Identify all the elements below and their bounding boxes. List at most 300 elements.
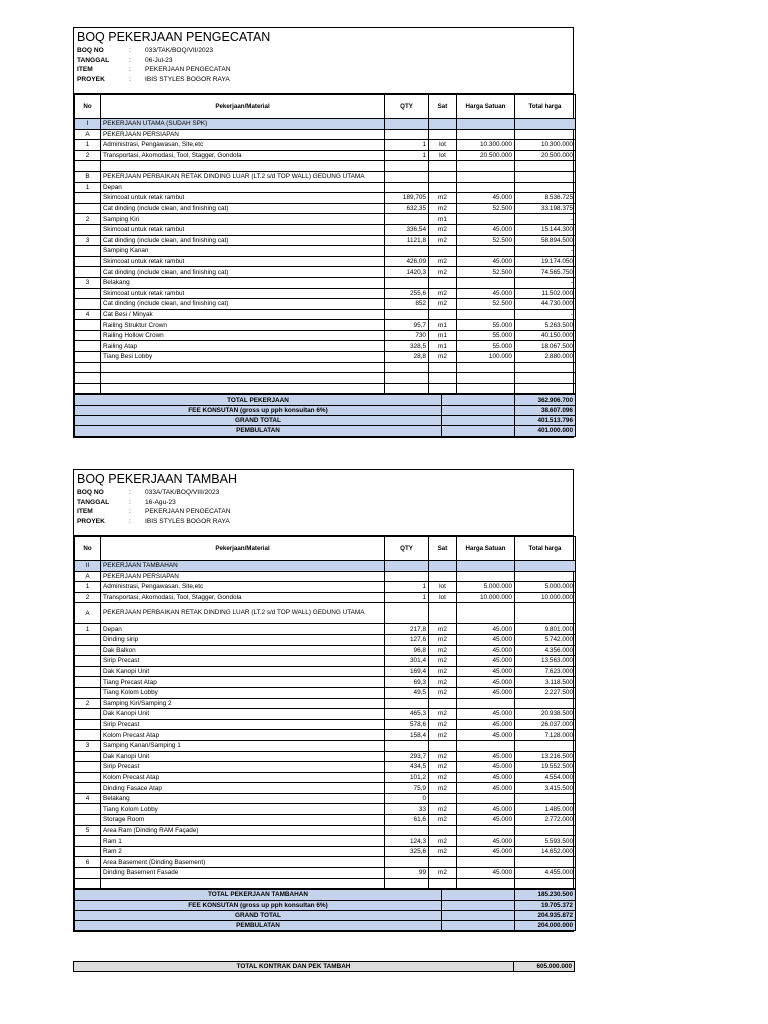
col-sat: Sat [429,95,457,119]
table-row [75,709,576,720]
cell-harga-satuan [457,182,515,193]
cell-description: Cat Besi / Minyak [101,309,385,320]
cell-harga-satuan: 45.000 [457,634,515,645]
summary-value: 401.513.796 [515,416,576,426]
cell-no [75,687,101,698]
cell-description: Kolom Precast Atap [101,772,385,783]
boq-tambah-sheet [73,469,574,932]
cell-no [75,815,101,826]
cell-description: PEKERJAAN PERBAIKAN RETAK DINDING LUAR (LT.2 s/d TOP WALL) GEDUNG UTAMA [101,603,385,624]
cell-total-harga: 26.037.000 [515,719,576,730]
grand-total-value: 605.000.000 [514,962,575,972]
table-row [75,656,576,667]
cell-harga-satuan: 10.000.000 [457,592,515,603]
cell-sat: m1 [429,214,457,225]
cell-no [75,868,101,879]
meta-row-boq-no [77,488,570,498]
col-total-harga: Total harga [515,537,576,561]
table-row [75,571,576,582]
table-row [75,698,576,709]
cell-qty: 0 [385,793,429,804]
table-row [75,751,576,762]
cell-sat: m2 [429,751,457,762]
cell-no [75,373,101,384]
cell-sat [429,119,457,130]
boq-header [74,28,573,94]
cell-no: II [75,561,101,572]
cell-sat: m2 [429,868,457,879]
cell-sat: lot [429,140,457,151]
cell-total-harga [515,171,576,182]
cell-description: Depan [101,182,385,193]
cell-qty [385,129,429,140]
cell-total-harga: 8.536.725 [515,193,576,204]
cell-no [75,846,101,857]
meta-colon: : [129,56,131,64]
cell-no [75,288,101,299]
cell-no: 3 [75,235,101,246]
table-row [75,330,576,341]
table-row [75,373,576,384]
cell-no [75,246,101,257]
col-no: No [75,537,101,561]
cell-description: PEKERJAAN PERSIAPAN [101,129,385,140]
cell-sat [429,182,457,193]
cell-total-harga: 13.216.500 [515,751,576,762]
boq-items-table [74,94,576,394]
cell-harga-satuan: 45.000 [457,730,515,741]
cell-qty [385,603,429,624]
cell-no: 2 [75,592,101,603]
cell-no [75,709,101,720]
cell-description: Ram 2 [101,846,385,857]
col-pekerjaan: Pekerjaan/Material [101,537,385,561]
cell-qty: 33 [385,804,429,815]
cell-harga-satuan [457,603,515,624]
cell-sat [429,171,457,182]
summary-label: GRAND TOTAL [75,910,442,920]
cell-sat [429,309,457,320]
cell-qty: 293,7 [385,751,429,762]
meta-label: PROYEK [77,75,105,83]
cell-description: Dak Kanopi Unit [101,709,385,720]
cell-harga-satuan: 45.000 [457,666,515,677]
cell-total-harga: 10.000.000 [515,592,576,603]
table-row [75,277,576,288]
cell-description [101,878,385,889]
cell-no: A [75,603,101,624]
col-qty: QTY [385,95,429,119]
cell-total-harga: - [515,214,576,225]
cell-total-harga: 5.263.500 [515,320,576,331]
cell-description: Skimcoat untuk retak rambut [101,193,385,204]
cell-no: B [75,171,101,182]
cell-sat: lot [429,592,457,603]
cell-description: Transportasi, Akomodasi, Tool, Stagger, Gondola [101,150,385,161]
cell-description: Storage Room [101,815,385,826]
cell-no [75,362,101,373]
summary-row [75,900,576,910]
cell-sat: m2 [429,804,457,815]
cell-sat [429,740,457,751]
summary-spacer [442,405,515,415]
cell-sat: m2 [429,762,457,773]
cell-harga-satuan [457,383,515,394]
cell-description: PEKERJAAN PERBAIKAN RETAK DINDING LUAR (LT.2 s/d TOP WALL) GEDUNG UTAMA [101,171,385,182]
cell-no [75,783,101,794]
meta-colon: : [129,47,131,54]
cell-no [75,267,101,278]
cell-total-harga [515,603,576,624]
col-harga-satuan: Harga Satuan [457,537,515,561]
summary-table [74,394,576,436]
summary-body [75,395,576,436]
cell-qty [385,373,429,384]
boq-title: BOQ PEKERJAAN PENGECATAN [77,30,271,44]
cell-qty [385,698,429,709]
cell-harga-satuan [457,561,515,572]
table-row [75,267,576,278]
summary-spacer [442,426,515,436]
cell-no [75,719,101,730]
table-row [75,645,576,656]
table-row [75,603,576,624]
table-row [75,224,576,235]
cell-description: Cat dinding (include clean, and finishing cat) [101,235,385,246]
cell-description: Dinding Basement Fasade [101,868,385,879]
cell-sat: m2 [429,846,457,857]
cell-harga-satuan: 52.500 [457,235,515,246]
cell-sat [429,825,457,836]
cell-qty: 255,6 [385,288,429,299]
cell-harga-satuan: 45.000 [457,868,515,879]
cell-no: 5 [75,825,101,836]
cell-total-harga: 11.502.000 [515,288,576,299]
cell-harga-satuan: 45.000 [457,751,515,762]
cell-harga-satuan: 45.000 [457,783,515,794]
table-row [75,256,576,267]
meta-row-boq-no [77,46,570,56]
cell-total-harga: 1.485.000 [515,804,576,815]
cell-sat: m2 [429,288,457,299]
cell-qty: 96,8 [385,645,429,656]
cell-harga-satuan [457,277,515,288]
meta-colon: : [129,75,131,83]
meta-colon: : [129,66,131,74]
meta-label: TANGGAL [77,498,110,506]
cell-no: 6 [75,857,101,868]
cell-no: 2 [75,150,101,161]
cell-total-harga: 3.118.500 [515,677,576,688]
cell-qty: 852 [385,299,429,310]
table-row [75,624,576,635]
summary-value: 185.230.500 [515,890,576,900]
cell-sat: m2 [429,836,457,847]
meta-colon: : [129,508,131,516]
cell-harga-satuan [457,171,515,182]
cell-harga-satuan [457,571,515,582]
cell-qty [385,383,429,394]
cell-total-harga [515,793,576,804]
cell-harga-satuan: 45.000 [457,846,515,857]
cell-no: 1 [75,140,101,151]
meta-row-proyek [77,75,570,85]
cell-sat [429,857,457,868]
cell-qty: 434,5 [385,762,429,773]
cell-total-harga: 15.144.300 [515,224,576,235]
table-row [75,182,576,193]
cell-sat [429,373,457,384]
cell-sat: m2 [429,677,457,688]
cell-qty [385,857,429,868]
cell-harga-satuan: 45.000 [457,624,515,635]
cell-no: 2 [75,214,101,225]
meta-value: IBIS STYLES BOGOR RAYA [145,75,230,83]
cell-no: I [75,119,101,130]
cell-description: Kolom Precast Atap [101,730,385,741]
cell-total-harga: 4.554.000 [515,772,576,783]
cell-qty: 1 [385,582,429,593]
cell-no [75,352,101,363]
cell-description: PEKERJAAN PERSIAPAN [101,571,385,582]
meta-label: BOQ NO [77,489,104,496]
cell-no [75,224,101,235]
table-row [75,320,576,331]
cell-harga-satuan: 55.000 [457,341,515,352]
cell-description: Skimcoat untuk retak rambut [101,256,385,267]
cell-no [75,730,101,741]
cell-sat: m2 [429,193,457,204]
cell-harga-satuan: 55.000 [457,320,515,331]
cell-harga-satuan [457,740,515,751]
summary-label: FEE KONSUTAN (gross up pph konsultan 6%) [75,900,442,910]
cell-qty: 101,2 [385,772,429,783]
cell-total-harga: 2.772.000 [515,815,576,826]
meta-label: BOQ NO [77,47,104,54]
summary-row [75,395,576,405]
cell-sat: m1 [429,320,457,331]
meta-value: PEKERJAAN PENGECATAN [145,66,231,74]
summary-label: TOTAL PEKERJAAN [75,395,442,405]
summary-spacer [442,921,515,931]
cell-harga-satuan [457,119,515,130]
summary-row [75,426,576,436]
cell-sat: m2 [429,772,457,783]
cell-qty: 1 [385,592,429,603]
table-row [75,129,576,140]
col-no: No [75,95,101,119]
meta-row-tanggal [77,56,570,66]
cell-no [75,256,101,267]
cell-sat [429,129,457,140]
cell-qty: 49,5 [385,687,429,698]
summary-label: PEMBULATAN [75,921,442,931]
cell-description: Area Basement (Dinding Basement) [101,857,385,868]
cell-qty [385,119,429,130]
cell-total-harga [515,362,576,373]
cell-no [75,804,101,815]
cell-total-harga: 9.801.000 [515,624,576,635]
cell-harga-satuan [457,161,515,172]
meta-label: ITEM [77,66,93,74]
meta-value: PEKERJAAN PENGECATAN [145,508,231,516]
summary-row [75,921,576,931]
section-row [75,561,576,572]
cell-qty [385,182,429,193]
cell-total-harga [515,825,576,836]
cell-no [75,751,101,762]
cell-total-harga [515,878,576,889]
summary-value: 204.000.000 [515,921,576,931]
table-row [75,309,576,320]
table-row [75,677,576,688]
boq-items-body [75,537,576,889]
cell-qty [385,878,429,889]
cell-sat: lot [429,150,457,161]
cell-qty: 328,5 [385,341,429,352]
table-row [75,214,576,225]
cell-qty [385,825,429,836]
cell-description [101,161,385,172]
cell-no: 1 [75,624,101,635]
cell-total-harga [515,383,576,394]
cell-description: Area Ram (Dinding RAM Façade) [101,825,385,836]
cell-no [75,341,101,352]
cell-harga-satuan: 52.500 [457,203,515,214]
cell-harga-satuan: 20.500.000 [457,150,515,161]
cell-sat: m2 [429,687,457,698]
cell-sat: m2 [429,719,457,730]
cell-qty: 336,54 [385,224,429,235]
cell-sat: m2 [429,666,457,677]
cell-qty [385,362,429,373]
col-qty: QTY [385,537,429,561]
section-row [75,119,576,130]
cell-total-harga: 5.593.500 [515,836,576,847]
meta-value: IBIS STYLES BOGOR RAYA [145,517,230,525]
cell-qty: 28,8 [385,352,429,363]
cell-harga-satuan [457,214,515,225]
cell-harga-satuan: 45.000 [457,762,515,773]
cell-no: A [75,129,101,140]
cell-total-harga [515,373,576,384]
cell-harga-satuan: 45.000 [457,656,515,667]
cell-harga-satuan: 45.000 [457,288,515,299]
summary-spacer [442,416,515,426]
meta-row-item [77,507,570,517]
cell-qty: 1121,8 [385,235,429,246]
cell-description: Railing Atap [101,341,385,352]
cell-description: Dak Balkon [101,645,385,656]
cell-sat [429,878,457,889]
cell-sat: m2 [429,235,457,246]
table-row [75,352,576,363]
cell-total-harga [515,129,576,140]
cell-qty: 1 [385,140,429,151]
cell-total-harga: 7.128.000 [515,730,576,741]
cell-description: Tiang Kolom Lobby [101,804,385,815]
table-row [75,666,576,677]
cell-sat: m2 [429,783,457,794]
cell-description: Cat dinding (include clean, and finishing cat) [101,299,385,310]
grand-total-table [73,961,575,972]
cell-no [75,383,101,394]
meta-colon: : [129,517,131,525]
summary-spacer [442,910,515,920]
cell-sat [429,383,457,394]
cell-sat [429,793,457,804]
cell-total-harga: 4.455.000 [515,868,576,879]
table-row [75,235,576,246]
summary-value: 204.935.872 [515,910,576,920]
boq-items-body [75,95,576,394]
col-total-harga: Total harga [515,95,576,119]
table-row [75,193,576,204]
cell-description: Samping Kanan [101,246,385,257]
cell-description: Samping Kanan/Samping 1 [101,740,385,751]
cell-harga-satuan: 55.000 [457,330,515,341]
cell-qty: 730 [385,330,429,341]
cell-sat: m1 [429,341,457,352]
cell-description: Samping Kiri/Samping 2 [101,698,385,709]
cell-qty: 124,3 [385,836,429,847]
meta-label: TANGGAL [77,56,110,64]
cell-description: Dak Kanopi Unit [101,751,385,762]
cell-harga-satuan: 45.000 [457,224,515,235]
cell-total-harga: 3.415.500 [515,783,576,794]
cell-description [101,373,385,384]
cell-qty: 189,705 [385,193,429,204]
cell-total-harga: - [515,246,576,257]
cell-sat: m2 [429,256,457,267]
cell-sat: m2 [429,203,457,214]
table-row [75,592,576,603]
cell-harga-satuan [457,129,515,140]
cell-sat [429,603,457,624]
cell-description: Sirip Precast [101,656,385,667]
cell-qty: 158,4 [385,730,429,741]
summary-body [75,890,576,931]
cell-qty [385,561,429,572]
cell-harga-satuan [457,362,515,373]
cell-description [101,383,385,394]
meta-value: 06-Jul-23 [145,56,173,64]
grand-total-row [74,962,575,972]
cell-harga-satuan [457,793,515,804]
cell-sat: m2 [429,645,457,656]
cell-description: Cat dinding (include clean, and finishing cat) [101,267,385,278]
summary-label: TOTAL PEKERJAAN TAMBAHAN [75,890,442,900]
table-row [75,140,576,151]
table-row [75,868,576,879]
cell-sat [429,246,457,257]
cell-harga-satuan: 52.500 [457,267,515,278]
col-harga-satuan: Harga Satuan [457,95,515,119]
cell-description: Railing Struktur Crown [101,320,385,331]
cell-harga-satuan: 45.000 [457,687,515,698]
col-sat: Sat [429,537,457,561]
summary-label: GRAND TOTAL [75,416,442,426]
cell-qty [385,309,429,320]
cell-description: Transportasi, Akomodasi, Tool, Stagger, Gondola [101,592,385,603]
cell-description: Dinding sirip [101,634,385,645]
cell-total-harga: 33.198.375 [515,203,576,214]
cell-sat: m2 [429,267,457,278]
cell-qty [385,277,429,288]
cell-total-harga [515,182,576,193]
cell-no [75,836,101,847]
cell-no: 1 [75,582,101,593]
